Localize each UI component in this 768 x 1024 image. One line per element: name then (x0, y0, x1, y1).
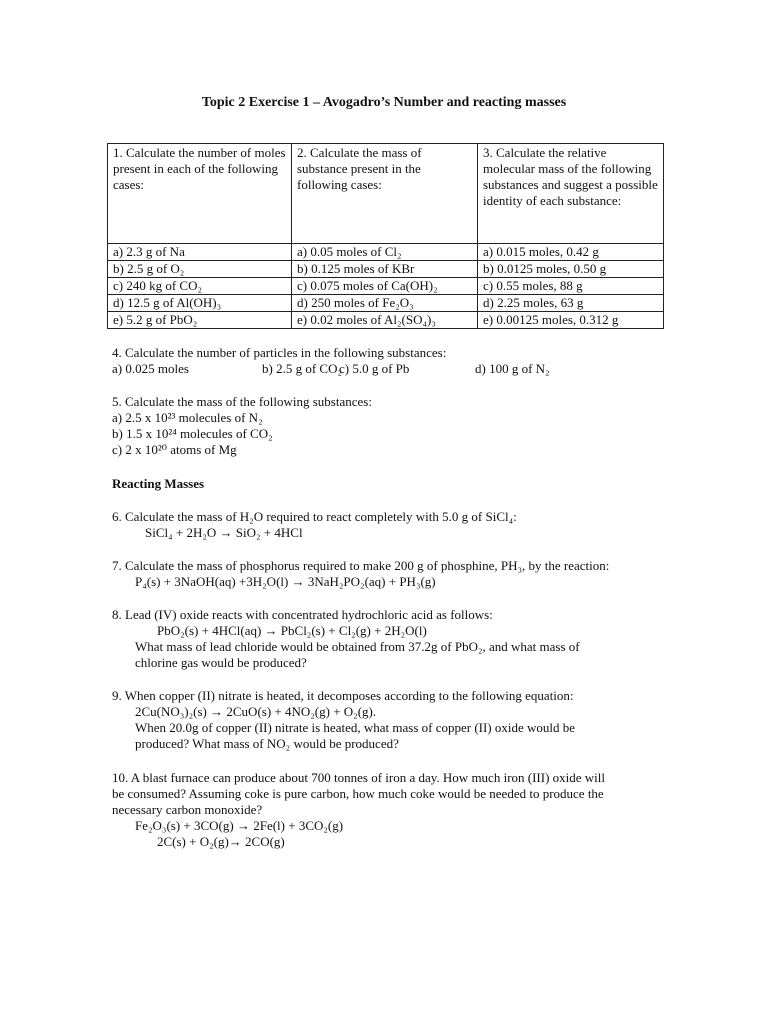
q8-question-line-2: chlorine gas would be produced? (135, 655, 307, 670)
q6-equation: SiCl₄ + 2H₂O → SiO₂ + 4HCl (145, 525, 303, 540)
q8-prompt: 8. Lead (IV) oxide reacts with concentrated hydrochloric acid as follows: (112, 607, 493, 622)
q5-prompt: 5. Calculate the mass of the following substances: (112, 394, 372, 409)
table-header-cell: 3. Calculate the relative molecular mass of the following substances and suggest a possible identity of each substance: (478, 144, 664, 244)
q9-question-line-1: When 20.0g of copper (II) nitrate is heated, what mass of copper (II) oxide would be (135, 720, 576, 735)
q10-line-1: 10. A blast furnace can produce about 700 tonnes of iron a day. How much iron (III) oxide will (112, 770, 606, 785)
table-cell: c) 240 kg of CO₂ (108, 278, 292, 295)
q9-prompt: 9. When copper (II) nitrate is heated, it decomposes according to the following equation: (112, 688, 574, 703)
table-cell: c) 0.075 moles of Ca(OH)₂ (292, 278, 478, 295)
table-row (108, 261, 664, 278)
q5-part-a: a) 2.5 x 10²³ molecules of N₂ (112, 410, 263, 425)
q10-equation-2: 2C(s) + O₂(g)→ 2CO(g) (157, 834, 285, 849)
q4-part-a: a) 0.025 moles (112, 361, 189, 376)
table-row (108, 244, 664, 261)
q9-question-line-2: produced? What mass of NO₂ would be produced? (135, 736, 399, 751)
table-cell: c) 0.55 moles, 88 g (478, 278, 664, 295)
q5-part-c: c) 2 x 10²⁰ atoms of Mg (112, 442, 237, 457)
table-cell: b) 0.0125 moles, 0.50 g (478, 261, 664, 278)
q4-part-c: c) 5.0 g of Pb (339, 361, 410, 376)
table-cell: e) 5.2 g of PbO₂ (108, 312, 292, 329)
table-header-row (108, 144, 664, 244)
table-cell: d) 12.5 g of Al(OH)₃ (108, 295, 292, 312)
table-cell: b) 2.5 g of O₂ (108, 261, 292, 278)
q6-prompt: 6. Calculate the mass of H₂O required to react completely with 5.0 g of SiCl₄: (112, 509, 517, 524)
table-cell: d) 2.25 moles, 63 g (478, 295, 664, 312)
q7-equation: P₄(s) + 3NaOH(aq) +3H₂O(l) → 3NaH₂PO₂(aq) + PH₃(g) (135, 574, 436, 589)
table-cell: e) 0.00125 moles, 0.312 g (478, 312, 664, 329)
table-header-cell: 2. Calculate the mass of substance present in the following cases: (292, 144, 478, 244)
q10-equation-1: Fe₂O₃(s) + 3CO(g) → 2Fe(l) + 3CO₂(g) (135, 818, 344, 833)
section-heading: Reacting Masses (112, 476, 205, 491)
q8-equation: PbO₂(s) + 4HCl(aq) → PbCl₂(s) + Cl₂(g) + 2H₂O(l) (157, 623, 427, 638)
q10-line-3: necessary carbon monoxide? (112, 802, 263, 817)
q7-prompt: 7. Calculate the mass of phosphorus required to make 200 g of phosphine, PH₃, by the reaction: (112, 558, 610, 573)
table-cell: d) 250 moles of Fe₂O₃ (292, 295, 478, 312)
q8-question-line-1: What mass of lead chloride would be obtained from 37.2g of PbO₂, and what mass of (135, 639, 580, 654)
exercise-table (107, 143, 664, 329)
table-cell: a) 2.3 g of Na (108, 244, 292, 261)
page-title: Topic 2 Exercise 1 – Avogadro’s Number and reacting masses (201, 95, 567, 110)
table-cell: a) 0.05 moles of Cl₂ (292, 244, 478, 261)
q4-part-b: b) 2.5 g of CO₂ (262, 361, 342, 376)
q9-equation: 2Cu(NO₃)₂(s) → 2CuO(s) + 4NO₂(g) + O₂(g). (135, 704, 377, 719)
table-cell: a) 0.015 moles, 0.42 g (478, 244, 664, 261)
table-cell: b) 0.125 moles of KBr (292, 261, 478, 278)
q4-prompt: 4. Calculate the number of particles in the following substances: (112, 345, 447, 360)
q5-part-b: b) 1.5 x 10²⁴ molecules of CO₂ (112, 426, 273, 441)
table-row (108, 278, 664, 295)
table-cell: e) 0.02 moles of Al₂(SO₄)₃ (292, 312, 478, 329)
q4-part-d: d) 100 g of N₂ (475, 361, 550, 376)
q10-line-2: be consumed? Assuming coke is pure carbon, how much coke would be needed to produce the (112, 786, 604, 801)
table-row (108, 295, 664, 312)
table-header-cell: 1. Calculate the number of moles present in each of the following cases: (108, 144, 292, 244)
table-row (108, 312, 664, 329)
